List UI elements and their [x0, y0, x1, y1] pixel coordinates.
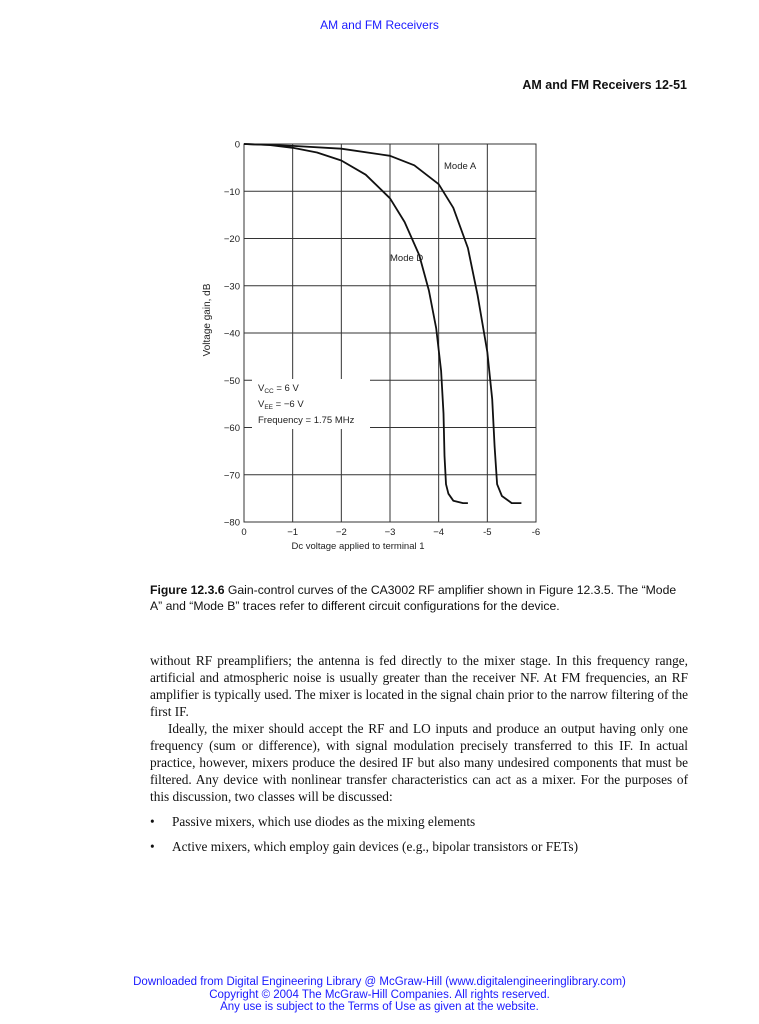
frequency-annotation: Frequency = 1.75 MHz	[258, 415, 355, 426]
top-link[interactable]: AM and FM Receivers	[320, 18, 439, 32]
vcc-symbol: V	[258, 383, 265, 394]
x-tick-label: 0	[241, 527, 247, 538]
footer-download-link[interactable]: Downloaded from Digital Engineering Library @ McGraw-Hill (www.digitalengineeringlibrary.com)	[133, 976, 626, 988]
list-item: • Active mixers, which employ gain devices (e.g., bipolar transistors or FETs)	[150, 838, 688, 855]
running-head: AM and FM Receivers 12-51	[522, 78, 687, 92]
vcc-value: = 6 V	[273, 383, 299, 394]
y-tick-label: −10	[223, 186, 240, 198]
x-tick-label: -5	[483, 527, 492, 538]
x-tick-label: −3	[384, 527, 396, 538]
footer	[0, 976, 759, 1014]
x-axis-label: Dc voltage applied to terminal 1	[291, 541, 425, 552]
paragraph-1: without RF preamplifiers; the antenna is fed directly to the mixer stage. In this frequency range, artificial and atmospheric noise is usually greater than the receiver NF. At FM frequencies, an RF amplifier is typically used. The mixer is located in the signal chain prior to the narrow filtering of the first IF.	[150, 653, 688, 719]
mixer-class-list	[150, 813, 688, 855]
figure-caption	[150, 582, 690, 614]
curve-mode-a	[244, 144, 521, 503]
footer-terms-link[interactable]: Any use is subject to the Terms of Use as given at the website.	[220, 1001, 539, 1013]
y-tick-label: 0	[234, 139, 240, 151]
series-label-mode-d: Mode D	[390, 253, 424, 264]
vee-symbol: V	[258, 399, 265, 410]
list-item: • Passive mixers, which use diodes as the mixing elements	[150, 813, 688, 830]
paragraph-2: Ideally, the mixer should accept the RF and LO inputs and produce an output having only one frequency (sum or difference), with signal modulation precisely transferred to this IF. In actual practice, however, mixers produce the desired IF but also many undesired components that must be filtered. Any device with nonlinear transfer characteristics can act as a mixer. For the purposes of this discussion, two classes will be discussed:	[150, 721, 688, 804]
figure-label: Figure 12.3.6	[150, 583, 225, 597]
curve-mode-d	[244, 144, 468, 503]
figure-caption-text: Gain-control curves of the CA3002 RF amplifier shown in Figure 12.3.5. The “Mode A” and “Mode B” traces refer to different circuit configurations for the device.	[150, 583, 677, 613]
body-text	[150, 652, 688, 863]
y-tick-label: −60	[223, 423, 240, 434]
y-tick-label: −80	[223, 517, 240, 529]
x-tick-label: −1	[287, 527, 299, 538]
y-axis-label: Voltage gain, dB	[202, 283, 213, 357]
x-tick-label: -6	[531, 527, 541, 538]
vee-value: = −6 V	[273, 399, 304, 410]
x-tick-label: −4	[433, 527, 445, 538]
footer-copyright: Copyright © 2004 The McGraw-Hill Companies. All rights reserved.	[209, 988, 550, 1001]
y-tick-label: −30	[223, 281, 240, 293]
y-tick-label: −20	[223, 234, 240, 245]
y-tick-label: −50	[223, 375, 240, 387]
gain-control-chart	[190, 130, 560, 560]
series-label-mode-a: Mode A	[444, 161, 477, 172]
y-tick-label: −70	[223, 470, 240, 482]
y-tick-label: −40	[223, 328, 240, 340]
svg-text:VCC = 6 V	[258, 383, 299, 395]
vee-subscript: EE	[264, 404, 274, 411]
vcc-subscript: CC	[264, 388, 274, 395]
x-tick-label: −2	[335, 527, 347, 538]
conditions-annotation	[252, 379, 370, 429]
